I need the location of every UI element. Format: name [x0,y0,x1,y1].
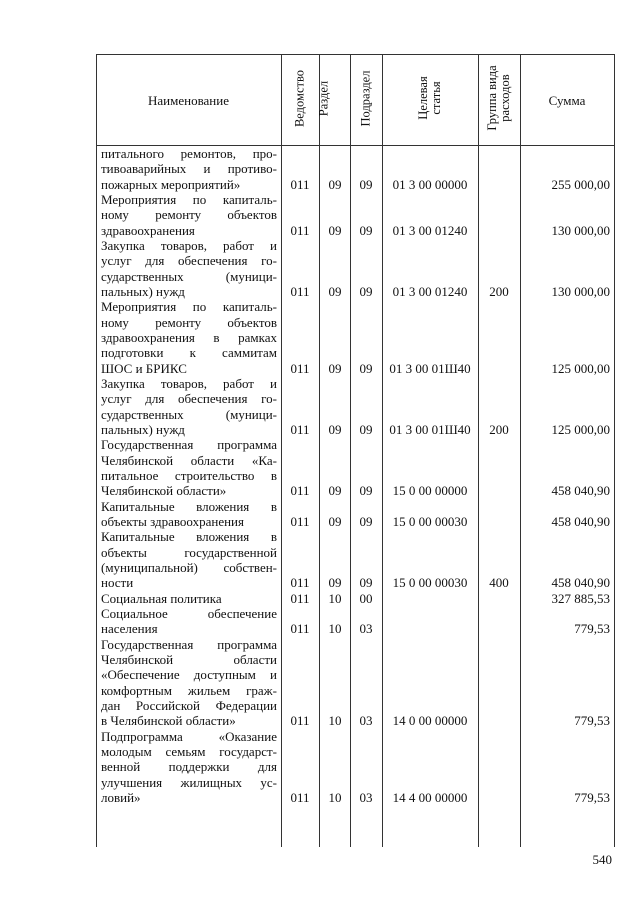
row-name-line: услуг для обеспечения го- [101,253,277,269]
cell-razd: 09 [328,483,342,499]
grid-line [96,54,614,55]
cell-sum: 779,53 [574,713,610,729]
cell-razd: 10 [328,590,342,606]
cell-vr: 400 [489,575,509,591]
cell-podr: 09 [359,360,373,376]
row-name-line: сударственных (муници- [101,406,277,422]
cell-podr: 03 [359,789,373,805]
row-name-line: Социальное обеспечение [101,605,277,621]
cell-cs: 01 3 00 01240 [392,283,468,299]
grid-line [281,54,282,847]
grid-line [350,54,351,847]
cell-cs: 01 3 00 01Ш40 [389,421,471,437]
cell-sum: 327 885,53 [551,590,610,606]
row-name-line: тивоаварийных и противо- [101,161,277,177]
row-name-line: молодым семьям государст- [101,743,277,759]
row-name-line: питальное строительство в [101,467,277,483]
grid-line [96,54,97,847]
row-name-line: венной поддержки для [101,759,277,775]
cell-razd: 09 [328,176,342,192]
cell-razd: 09 [328,421,342,437]
cell-razd: 09 [328,283,342,299]
row-name-line: Челябинской области «Ка- [101,452,277,468]
row-name-line: Челябинской области [101,651,277,667]
cell-podr: 09 [359,421,373,437]
grid-line [520,54,521,847]
header-gruppa-text: Группа вида расходов [485,65,512,131]
row-name-line: здравоохранения в рамках [101,329,277,345]
cell-podr: 03 [359,621,373,637]
row-name-line: Челябинской области» [101,483,227,499]
header-podrazdel: Подраздел [358,70,373,127]
row-name-line: услуг для обеспечения го- [101,391,277,407]
cell-podr: 09 [359,283,373,299]
header-gruppa [486,57,512,139]
cell-sum: 130 000,00 [551,283,610,299]
cell-podr: 09 [359,575,373,591]
row-name-line: (муниципальной) собствен- [101,559,277,575]
row-name-line: «Обеспечение доступным и [101,667,277,683]
cell-sum: 130 000,00 [551,222,610,238]
row-name-line: Государственная программа [101,437,277,453]
row-name-line: Закупка товаров, работ и [101,375,277,391]
row-name-line: ШОС и БРИКС [101,360,187,376]
row-name-line: подготовки к саммитам [101,345,277,361]
grid-line [478,54,479,847]
cell-ved: 011 [290,483,310,499]
cell-sum: 125 000,00 [551,360,610,376]
cell-ved: 011 [290,575,310,591]
cell-cs: 15 0 00 00030 [392,575,468,591]
row-name-line: Подпрограмма «Оказание [101,728,277,744]
row-name-line: объекты государственной [101,544,277,560]
cell-sum: 779,53 [574,621,610,637]
grid-line [614,54,615,847]
row-name-line: населения [101,621,158,637]
row-name-line: здравоохранения [101,222,195,238]
cell-ved: 011 [290,789,310,805]
cell-cs: 14 4 00 00000 [392,789,468,805]
row-name-line: питального ремонтов, про- [101,146,277,161]
cell-cs: 01 3 00 00000 [392,176,468,192]
cell-razd: 09 [328,360,342,376]
row-name-line: дан Российской Федерации [101,697,277,713]
cell-vr: 200 [489,283,509,299]
row-name-line: Мероприятия по капиталь- [101,299,277,315]
header-statya [417,62,443,134]
cell-cs: 14 0 00 00000 [392,713,468,729]
cell-ved: 011 [290,176,310,192]
cell-ved: 011 [290,713,310,729]
grid-line [382,54,383,847]
row-name-line: комфортным жильем граж- [101,682,277,698]
cell-ved: 011 [290,283,310,299]
cell-ved: 011 [290,421,310,437]
cell-podr: 09 [359,176,373,192]
cell-sum: 125 000,00 [551,421,610,437]
cell-vr: 200 [489,421,509,437]
row-name-line: Социальная политика [101,590,222,606]
cell-podr: 03 [359,713,373,729]
row-name-line: пальных) нужд [101,283,185,299]
row-name-line: улучшения жилищных ус- [101,774,277,790]
cell-razd: 10 [328,713,342,729]
header-razdel: Раздел [316,80,331,117]
cell-podr: 09 [359,222,373,238]
row-name-line: пожарных мероприятий» [101,176,241,192]
cell-podr: 00 [359,590,373,606]
cell-razd: 10 [328,789,342,805]
page-number: 540 [592,852,612,867]
row-name-line: объекты здравоохранения [101,513,244,529]
cell-sum: 779,53 [574,789,610,805]
header-name: Наименование [148,93,229,108]
cell-cs: 15 0 00 00030 [392,513,468,529]
header-vedomstvo: Ведомство [292,69,307,128]
row-name-line: пальных) нужд [101,421,185,437]
row-name-line: сударственных (муници- [101,268,277,284]
header-summa: Сумма [548,93,586,108]
row-name-line: Государственная программа [101,636,277,652]
row-name-line: Капитальные вложения в [101,529,277,545]
cell-podr: 09 [359,483,373,499]
cell-ved: 011 [290,222,310,238]
row-name-line: Мероприятия по капиталь- [101,191,277,207]
cell-sum: 255 000,00 [551,176,610,192]
row-name-line: ности [101,575,134,591]
cell-razd: 10 [328,621,342,637]
cell-sum: 458 040,90 [551,513,610,529]
row-name-line: ловий» [101,789,141,805]
header-statya-text: Целевая статья [416,76,443,120]
row-name-line: в Челябинской области» [101,713,236,729]
cell-razd: 09 [328,575,342,591]
cell-podr: 09 [359,513,373,529]
cell-cs: 01 3 00 01Ш40 [389,360,471,376]
cell-sum: 458 040,90 [551,575,610,591]
grid-line [319,54,320,847]
cell-ved: 011 [290,360,310,376]
cell-cs: 15 0 00 00000 [392,483,468,499]
cell-sum: 458 040,90 [551,483,610,499]
cell-ved: 011 [290,513,310,529]
cell-cs: 01 3 00 01240 [392,222,468,238]
row-name-line: ному ремонту объектов [101,314,277,330]
cell-ved: 011 [290,621,310,637]
row-name-line: ному ремонту объектов [101,207,277,223]
cell-ved: 011 [290,590,310,606]
cell-razd: 09 [328,513,342,529]
row-name-line: Капитальные вложения в [101,498,277,514]
cell-razd: 09 [328,222,342,238]
row-name-line: Закупка товаров, работ и [101,237,277,253]
